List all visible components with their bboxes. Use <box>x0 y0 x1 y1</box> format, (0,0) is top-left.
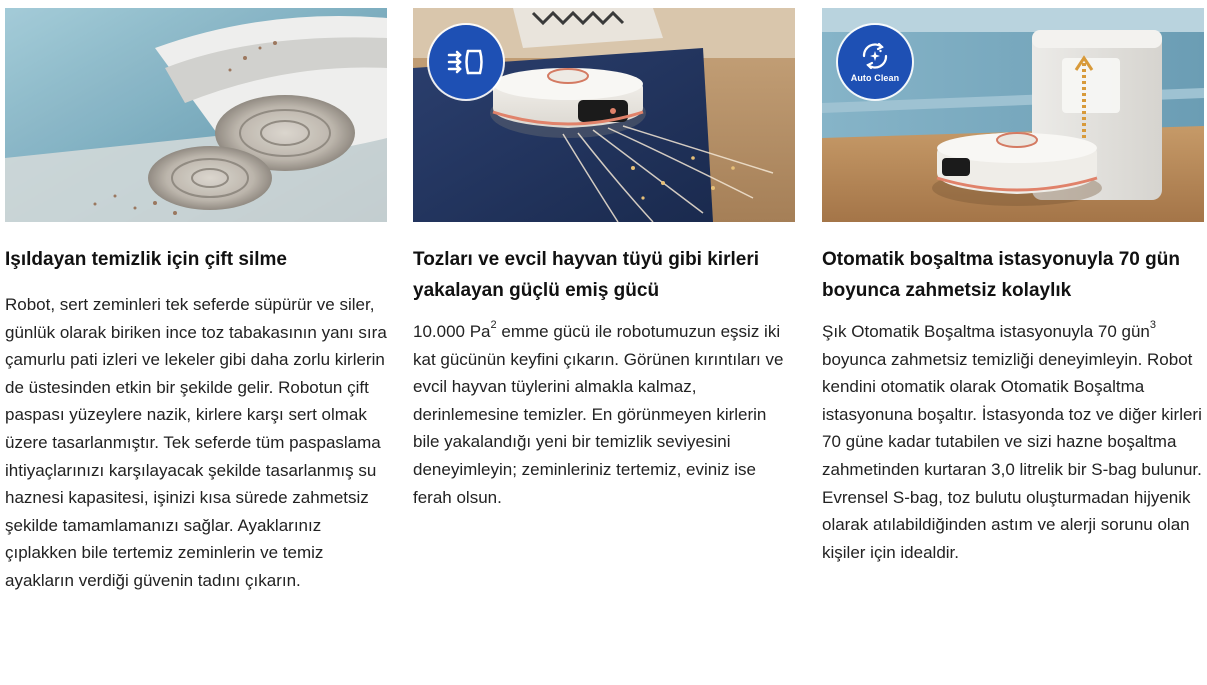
description-continuation: boyunca zahmetsiz temizliği deneyimleyin. Robot kendini otomatik olarak Otomatik Boşaltma istasyonuna boşaltır. İstasyonda toz ve diğer kirleri 70 güne kadar tutabilen ve sizi hazne boşaltma zahmetinden kurtaran 3,0 litrelik bir S-bag bulunur. Evrensel S-bag, toz bulutu oluşturmadan hijyenik olarak atılabildiğinden astım ve alerji sorunu olan kişiler için idealdir. <box>822 349 1202 562</box>
footnote-marker: 2 <box>490 319 497 332</box>
card-description <box>413 318 795 511</box>
suction-image <box>413 8 795 222</box>
dual-mop-image <box>5 8 387 222</box>
feature-card-dual-mop <box>5 8 387 595</box>
description-continuation: emme gücü ile robotumuzun eşsiz iki kat gücünün keyfini çıkarın. Görünen kırıntıları ve evcil hayvan tüylerini almakla kalmaz, derinlemesine temizler. En görünmeyen kirlerin bile yakalandığı yeni bir temizlik seviyesini deneyimleyin; zeminleriniz tertemiz, eviniz ise ferah olsun. <box>413 322 784 507</box>
footnote-marker: 3 <box>1149 319 1157 332</box>
feature-card-auto-empty <box>822 8 1204 566</box>
card-title: Tozları ve evcil hayvan tüyü gibi kirleri yakalayan güçlü emiş gücü <box>413 249 759 301</box>
auto-clean-badge-label: Auto Clean <box>850 73 900 83</box>
card-title: Işıldayan temizlik için çift silme <box>5 249 287 270</box>
suction-value-text: 10.000 Pa <box>413 322 491 341</box>
suction-airflow-icon <box>446 46 486 78</box>
card-description: Robot, sert zeminleri tek seferde süpürür ve siler, günlük olarak biriken ince toz tabakasının yanı sıra çamurlu pati izleri ve lekeler gibi daha zorlu kirlerin de üstesinden etkin bir şekilde gelir. Robotun çift paspası yüzeylere nazik, kirlere karşı sert olmak üzere tasarlanmıştır. Tek seferde tüm paspaslama ihtiyaçlarınızı karşılayacak şekilde tasarlanmış su haznesi kapasitesi, işinizi kısa sürede zahmetsiz şekilde tamamlamanızı sağlar. Ayaklarınız çıplakken bile tertemiz zeminlerin ve temiz ayakların verdiği güvenin tadını çıkarın. <box>5 295 387 590</box>
card-title: Otomatik boşaltma istasyonuyla 70 gün boyunca zahmetsiz kolaylık <box>822 249 1180 301</box>
suction-badge <box>429 25 503 99</box>
description-start: Şık Otomatik Boşaltma istasyonuyla 70 gün <box>822 322 1150 341</box>
auto-empty-image <box>822 8 1204 222</box>
card-description <box>822 318 1204 566</box>
dual-mop-illustration <box>5 8 387 222</box>
auto-clean-icon <box>858 41 892 71</box>
feature-card-suction <box>413 8 795 511</box>
auto-clean-badge <box>838 25 912 99</box>
